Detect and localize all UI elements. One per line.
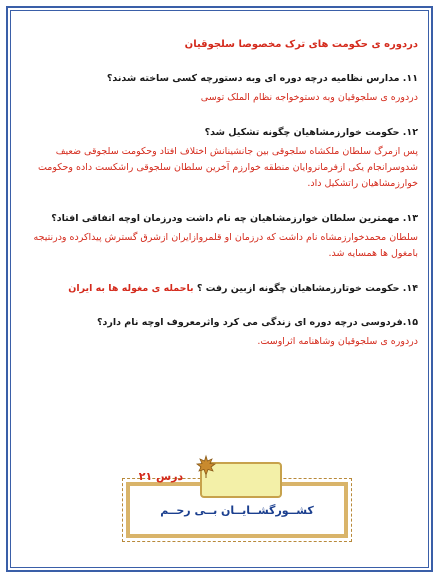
section-heading: دردوره ی حکومت های ترک مخصوصا سلجوقیان	[184, 39, 418, 50]
qa-item-14	[22, 282, 418, 296]
lesson-banner	[116, 458, 352, 540]
qa-item-12	[22, 126, 418, 192]
lesson-title: کشــورگشــایــان بــی رحــم	[160, 504, 314, 517]
question-11: ۱۱. مدارس نظامیه درچه دوره ای وبه دستورچه کسی ساخته شدند؟	[106, 73, 418, 84]
answer-12: پس ازمرگ سلطان ملکشاه سلجوقی بین جانشینانش اختلاف افتاد وحکومت سلجوقی ضعیف شدوسرانجام یکی ازفرمانروایان منطقه خوارزم آخرین سلطان سلجوقی راشکست داده وحکومت خوارزمشاهیان راتشکیل داد.	[37, 146, 418, 189]
question-14	[22, 282, 418, 296]
answer-15: دردوره ی سلجوقیان وشاهنامه اثراوست.	[257, 336, 418, 347]
qa-item-15	[22, 316, 418, 350]
question-12: ۱۲. حکومت خوارزمشاهیان چگونه تشکیل شد؟	[204, 127, 418, 138]
qa-item-13	[22, 212, 418, 262]
answer-13: سلطان محمدخوارزمشاه نام داشت که درزمان او قلمروازایران ازشرق گسترش پیداکرده ودرنتیجه بامغول ها همسایه شد.	[33, 232, 418, 259]
worksheet-content	[22, 38, 418, 350]
qa-item-11	[22, 72, 418, 106]
answer-14: باحمله ی مغوله ها به ایران	[68, 283, 194, 294]
question-15: ۱۵.فردوسی درچه دوره ای زندگی می کرد واثرمعروف اوچه نام دارد؟	[97, 317, 418, 328]
lesson-number: درس ۲۱	[138, 470, 184, 483]
answer-11: دردوره ی سلجوقیان وبه دستوخواجه نظام الملک توسی	[200, 92, 418, 103]
question-14-text: ۱۴. حکومت خوتارزمشاهیان چگونه ازبین رفت ؟	[196, 283, 418, 294]
question-13: ۱۳. مهمترین سلطان خوارزمشاهیان چه نام داشت ودرزمان اوچه اتفاقی افتاد؟	[51, 213, 418, 224]
